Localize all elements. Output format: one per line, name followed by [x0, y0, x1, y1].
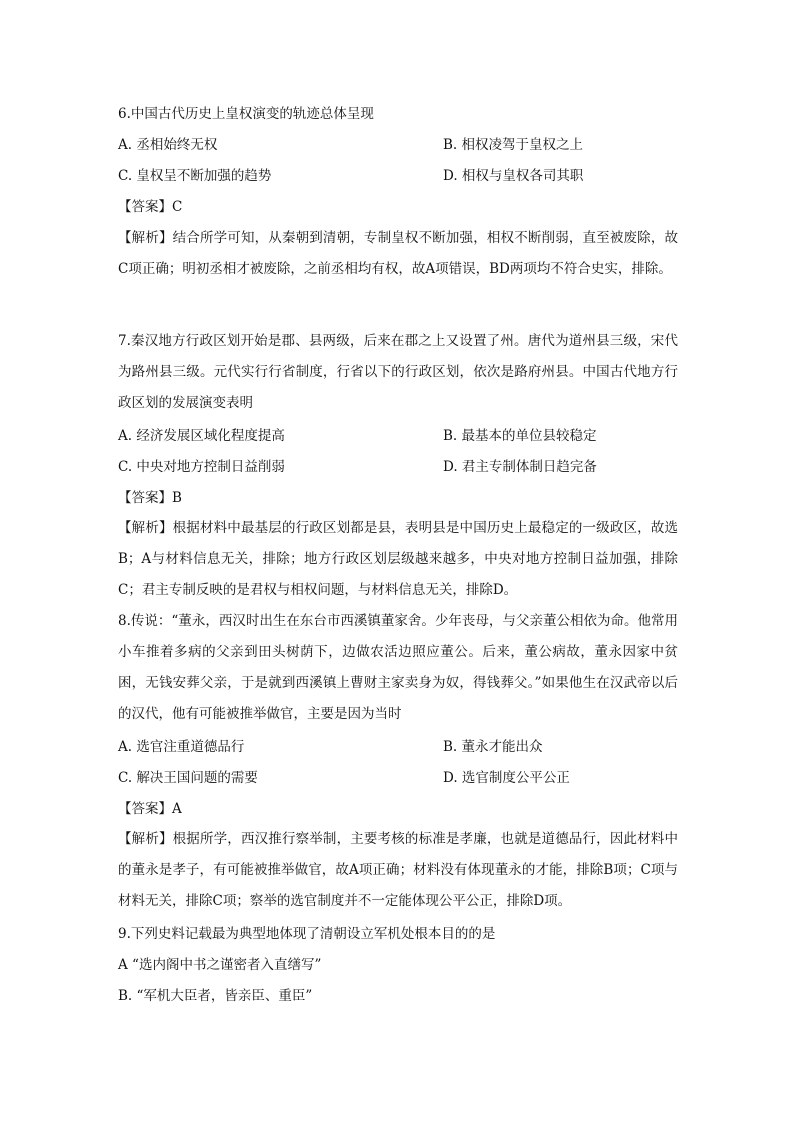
q9-option-a: A “选内阁中书之谨密者入直缮写” [118, 957, 322, 973]
q7-option-c: C. 中央对地方控制日益削弱 [118, 459, 285, 475]
q6-analysis: 【解析】结合所学可知，从秦朝到清朝，专制皇权不断加强，相权不断削弱，直至被废除，故C项正确；明初丞相才被废除，之前丞相均有权，故A项错误，BD两项均不符合史实，排除。 [118, 230, 678, 277]
question-8-stem: 8.传说：“董永，西汉时出生在东台市西溪镇董家舍。少年丧母，与父亲董公相依为命。他常用小车推着多病的父亲到田头树荫下，边做农活边照应董公。后来，董公病故，董永因家中贫困，无钱安葬父亲，于是就到西溪镇上曹财主家卖身为奴，得钱葬父。”如果他生在汉武帝以后的汉代，他有可能被推举做官，主要是因为当时 [118, 613, 678, 722]
q8-option-a: A. 选官注重道德品行 [118, 739, 245, 755]
q6-option-b: B. 相权凌驾于皇权之上 [443, 137, 584, 153]
q6-option-c: C. 皇权呈不断加强的趋势 [118, 168, 272, 184]
q6-answer: 【答案】C [118, 199, 183, 215]
q8-option-b: B. 董永才能出众 [443, 739, 543, 755]
q8-option-c: C. 解决王国问题的需要 [118, 770, 258, 786]
question-9-stem: 9.下列史料记载最为典型地体现了清朝设立军机处根本目的的是 [118, 926, 496, 942]
q8-option-d: D. 选官制度公平公正 [443, 770, 570, 786]
q7-option-d: D. 君主专制体制日趋完备 [443, 459, 597, 475]
q6-option-d: D. 相权与皇权各司其职 [443, 168, 584, 184]
question-7-stem: 7.秦汉地方行政区划开始是郡、县两级，后来在郡之上又设置了州。唐代为道州县三级，宋代为路州县三级。元代实行行省制度，行省以下的行政区划，依次是路府州县。中国古代地方行政区划的发展演变表明 [118, 333, 678, 411]
q8-answer: 【答案】A [118, 801, 182, 817]
q6-option-a: A. 丞相始终无权 [118, 137, 218, 153]
q7-analysis: 【解析】根据材料中最基层的行政区划都是县，表明县是中国历史上最稳定的一级政区，故选B；A与材料信息无关，排除；地方行政区划层级越来越多，中央对地方控制日益加强，排除C；君主专制反映的是君权与相权问题，与材料信息无关，排除D。 [118, 520, 678, 598]
q7-answer: 【答案】B [118, 490, 182, 506]
question-6-stem: 6.中国古代历史上皇权演变的轨迹总体呈现 [118, 106, 374, 122]
q7-option-a: A. 经济发展区域化程度提高 [118, 428, 285, 444]
q9-option-b: B. “军机大臣者，皆亲臣、重臣” [118, 988, 313, 1004]
q8-analysis: 【解析】根据所学，西汉推行察举制，主要考核的标准是孝廉，也就是道德品行，因此材料中的董永是孝子，有可能被推举做官，故A项正确；材料没有体现董永的才能，排除B项；C项与材料无关，排除C项；察举的选官制度并不一定能体现公平公正，排除D项。 [118, 831, 678, 909]
q7-option-b: B. 最基本的单位县较稳定 [443, 428, 597, 444]
